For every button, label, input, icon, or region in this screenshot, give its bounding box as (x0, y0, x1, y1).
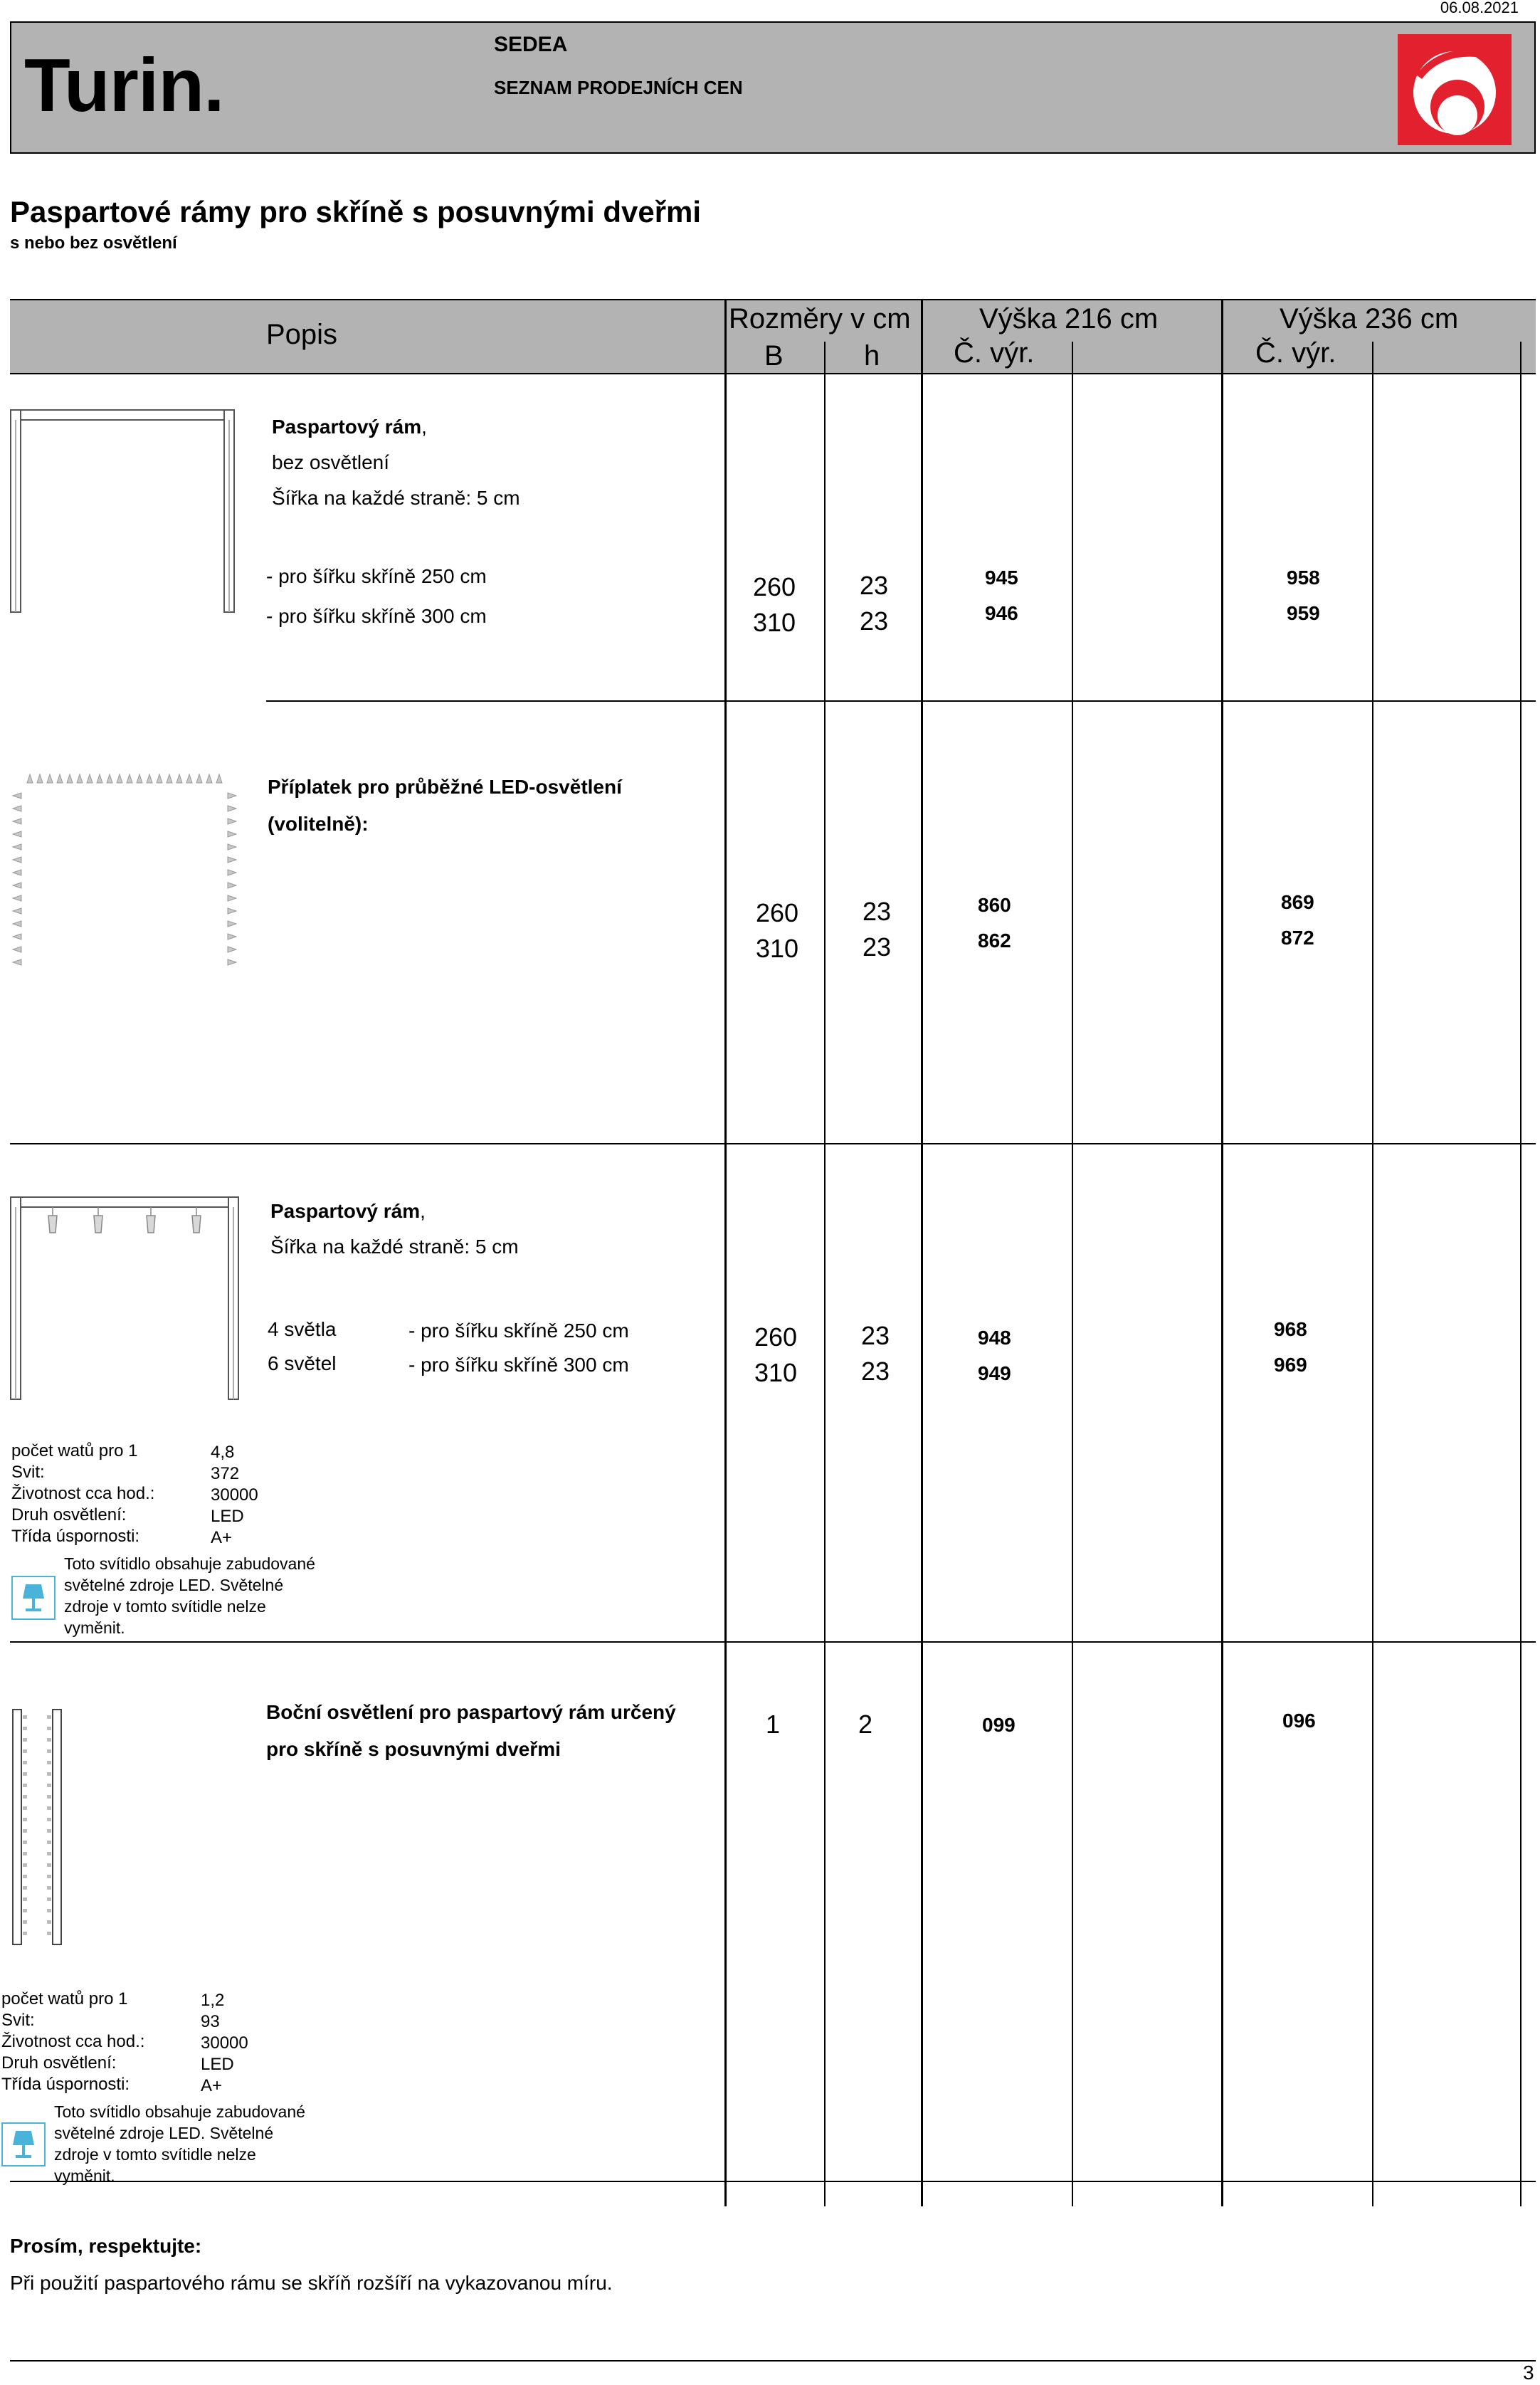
cell-b: 310 (756, 934, 799, 963)
row-label: - pro šířku skříně 300 cm (408, 1354, 629, 1376)
article-number: 969 (1274, 1354, 1307, 1376)
row-label: - pro šířku skříně 250 cm (408, 1320, 629, 1342)
article-number: 949 (978, 1362, 1011, 1384)
row-label: - pro šířku skříně 300 cm (266, 605, 487, 627)
column-header-popis: Popis (266, 319, 338, 350)
column-divider (824, 342, 826, 2206)
cell-b: 310 (753, 608, 796, 637)
side-lighting-illustration-icon (10, 1708, 67, 1950)
column-header-vyska-216: Výška 216 cm (979, 303, 1159, 335)
article-number: 946 (985, 602, 1018, 624)
page-bottom-rule (10, 2360, 1536, 2362)
led-frame-illustration-icon (10, 772, 245, 978)
table-top-border (10, 299, 1536, 300)
lamp-icon (11, 1576, 56, 1620)
cell-h: 23 (861, 1357, 890, 1386)
cell-b: 260 (756, 898, 799, 927)
cell-b: 260 (753, 572, 796, 601)
red-circle-logo-icon (1398, 34, 1512, 145)
article-number: 959 (1287, 602, 1320, 624)
page-subtitle: s nebo bez osvětlení (10, 233, 177, 253)
article-number: 860 (978, 894, 1011, 916)
page-title: Paspartové rámy pro skříně s posuvnými dveřmi (10, 195, 702, 228)
frame-with-spotlights-icon (10, 1196, 245, 1402)
column-header-vyska-236: Výška 236 cm (1280, 303, 1459, 335)
cell-b: 260 (754, 1322, 798, 1352)
footer-note-heading: Prosím, respektujte: (10, 2235, 202, 2257)
cell-h: 23 (860, 606, 889, 636)
column-header-cvyr-216: Č. výr. (954, 337, 1035, 369)
cell-h: 23 (863, 932, 892, 962)
article-number: 862 (978, 930, 1011, 952)
cell-b: 310 (754, 1358, 798, 1387)
column-header-rozmery: Rozměry v cm (729, 303, 911, 335)
cell-h: 23 (860, 571, 889, 600)
company-name: SEDEA (494, 33, 568, 56)
column-header-b: B (764, 340, 784, 372)
column-divider (1221, 299, 1223, 2206)
section-description: Šířka na každé straně: 5 cm (272, 487, 520, 509)
document-type: SEZNAM PRODEJNÍCH CEN (494, 77, 743, 98)
cell-h: 2 (858, 1710, 873, 1739)
column-divider (1072, 342, 1073, 2206)
row-divider (266, 700, 1536, 702)
section-title: pro skříně s posuvnými dveřmi (266, 1738, 561, 1760)
brand-title: Turin. (24, 43, 224, 127)
section-title: (volitelně): (268, 813, 369, 835)
section-title: Paspartový rám, (270, 1200, 426, 1222)
article-number: 958 (1287, 567, 1320, 589)
section-title: Příplatek pro průběžné LED-osvětlení (268, 776, 622, 798)
row-divider (10, 1143, 1536, 1144)
spec-values: 4,8 372 30000 LED A+ (211, 1443, 258, 1547)
cell-h: 23 (863, 897, 892, 926)
article-number: 948 (978, 1327, 1011, 1349)
article-number: 096 (1282, 1710, 1316, 1732)
spec-labels: počet watů pro 1 Svit: Životnost cca hod.: Druh osvětlení: Třída úspornosti: (1, 1989, 145, 2094)
row-label: - pro šířku skříně 250 cm (266, 565, 487, 587)
section-title: Paspartový rám, (272, 416, 427, 438)
frame-illustration-icon (10, 409, 236, 615)
column-divider (1372, 342, 1373, 2206)
article-number: 945 (985, 567, 1018, 589)
led-notice: Toto svítidlo obsahuje zabudované světelné zdroje LED. Světelné zdroje v tomto svítidle nelze vyměnit. (64, 1554, 315, 1637)
spec-labels: počet watů pro 1 Svit: Životnost cca hod.: Druh osvětlení: Třída úspornosti: (11, 1441, 155, 1546)
document-date: 06.08.2021 (1440, 0, 1519, 16)
spec-values: 1,2 93 30000 LED A+ (201, 1991, 248, 2095)
column-divider (724, 299, 727, 2206)
article-number: 869 (1281, 891, 1314, 913)
led-notice: Toto svítidlo obsahuje zabudované světelné zdroje LED. Světelné zdroje v tomto svítidle nelze vyměnit. (54, 2102, 305, 2185)
row-lights: 6 světel (268, 1352, 337, 1374)
section-description: Šířka na každé straně: 5 cm (270, 1236, 519, 1258)
cell-h: 23 (861, 1321, 890, 1350)
header-bar (10, 21, 1536, 154)
column-divider (1520, 342, 1521, 2206)
article-number: 968 (1274, 1318, 1307, 1340)
lamp-icon (1, 2122, 46, 2166)
column-header-cvyr-236: Č. výr. (1255, 337, 1336, 369)
article-number: 872 (1281, 927, 1314, 949)
footer-note-text: Při použití paspartového rámu se skříň rozšíří na vykazovanou míru. (10, 2272, 613, 2294)
row-divider (10, 1641, 1536, 1643)
row-lights: 4 světla (268, 1318, 337, 1340)
table-header-bottom-border (10, 373, 1536, 374)
page-number: 3 (1523, 2362, 1534, 2384)
column-header-h: h (864, 340, 880, 372)
column-divider (921, 299, 923, 2206)
section-title: Boční osvětlení pro paspartový rám určený (266, 1701, 676, 1723)
section-description: bez osvětlení (272, 451, 389, 473)
cell-b: 1 (766, 1710, 781, 1739)
article-number: 099 (982, 1714, 1016, 1736)
